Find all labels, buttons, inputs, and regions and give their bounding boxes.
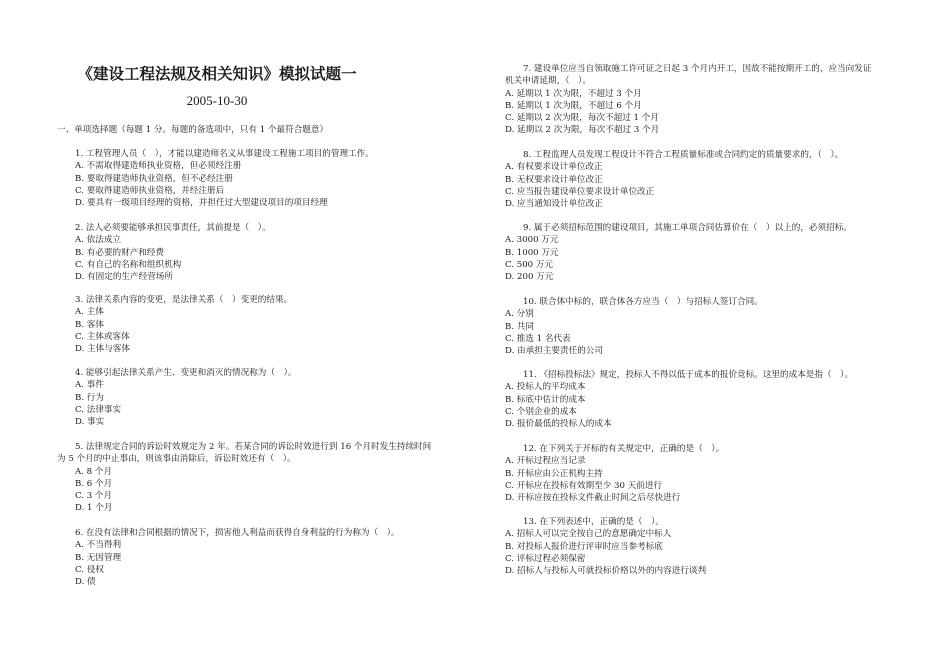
question-9 <box>505 222 852 283</box>
option: B. 对投标人报价进行评审时应当参考标底 <box>505 541 663 552</box>
option: D. 债 <box>75 577 96 588</box>
question-text: 2. 法人必须要能够承担民事责任，其前提是（ ）。 <box>75 223 271 233</box>
option: B. 延期以 1 次为限，不超过 6 个月 <box>505 100 642 111</box>
option: A. 依法成立 <box>75 235 122 246</box>
option: D. 延期以 2 次为限，每次不超过 3 个月 <box>505 125 660 136</box>
document-title: 《建设工程法规及相关知识》模拟试题一 <box>77 64 357 83</box>
option: C. 推选 1 名代表 <box>505 333 571 344</box>
option: B. 要取得建造师执业资格，但不必经注册 <box>75 173 233 184</box>
option: D. 主体与客体 <box>75 344 131 355</box>
option: B. 标底中估计的成本 <box>505 394 586 405</box>
option: D. 开标应按在投标文件截止时间之后尽快进行 <box>505 493 681 504</box>
option: C. 3 个月 <box>75 491 113 502</box>
question-4 <box>57 367 296 428</box>
question-text: 4. 能够引起法律关系产生、变更和消灭的情况称为（ ）。 <box>75 368 297 378</box>
option: C. 侵权 <box>75 564 104 575</box>
option: D. 应当通知设计单位改正 <box>505 199 603 210</box>
option: B. 开标应由公正机构主持 <box>505 468 603 479</box>
option: A. 事件 <box>75 380 104 391</box>
option: B. 客体 <box>75 319 104 330</box>
option: B. 1000 万元 <box>505 247 559 258</box>
option: C. 法律事实 <box>75 404 122 415</box>
question-text-continued: 为 5 个月的中止事由，则该事由消除后，诉讼时效还有（ ）。 <box>57 454 296 465</box>
option: A. 不当得利 <box>75 540 122 551</box>
question-6 <box>57 527 400 588</box>
option: D. 要具有一级项目经理的资格，并担任过大型建设项目的项目经理 <box>75 198 328 209</box>
question-8 <box>505 149 843 210</box>
option: A. 不需取得建造师执业资格，但必须经注册 <box>75 161 242 172</box>
question-text: 8. 工程监理人员发现工程设计不符合工程质量标准或合同约定的质量要求的，（ ）。 <box>523 150 844 160</box>
option: B. 无因管理 <box>75 552 122 563</box>
option: C. 开标应在投标有效期至少 30 天前进行 <box>505 480 663 491</box>
option: C. 500 万元 <box>505 259 554 270</box>
option: D. 有固定的生产经营场所 <box>75 272 173 283</box>
question-7 <box>505 63 871 137</box>
option: A. 分别 <box>505 309 534 320</box>
question-text: 10. 联合体中标的，联合体各方应当（ ）与招标人签订合同。 <box>523 297 763 307</box>
question-11 <box>505 369 853 430</box>
question-text: 5. 法律规定合同的诉讼时效规定为 2 年。若某合同的诉讼时效进行到 16 个月时发生持续时间 <box>75 442 432 452</box>
option: B. 有必要的财产和经费 <box>75 247 165 258</box>
option: C. 要取得建造师执业资格，并经注册后 <box>75 185 225 196</box>
option: D. 事实 <box>75 417 105 428</box>
question-text: 9. 属于必须招标范围的建设项目，其施工单项合同估算价在（ ）以上的，必须招标。 <box>523 223 852 233</box>
option: D. 200 万元 <box>505 272 554 283</box>
option: D. 1 个月 <box>75 503 113 514</box>
option: A. 主体 <box>75 307 104 318</box>
question-text: 1. 工程管理人员（ ），才能以建造师名义从事建设工程施工项目的管理工作。 <box>75 149 374 159</box>
question-text: 13. 在下列表述中，正确的是（ ）。 <box>523 517 665 527</box>
option: B. 无权要求设计单位改正 <box>505 174 603 185</box>
question-1 <box>57 148 374 209</box>
option: D. 由承担主要责任的公司 <box>505 346 603 357</box>
option: C. 延期以 2 次为限，每次不超过 1 个月 <box>505 113 659 124</box>
option: A. 8 个月 <box>75 466 113 477</box>
option: C. 主体或客体 <box>75 331 130 342</box>
question-text-continued: 机关申请延期，（ ）。 <box>505 76 591 87</box>
question-12 <box>505 443 724 504</box>
question-10 <box>505 296 763 357</box>
question-text: 3. 法律关系内容的变更，是法律关系（ ）变更的结果。 <box>75 295 293 305</box>
document-date: 2005-10-30 <box>186 93 248 108</box>
option: A. 招标人可以完全按自己的意愿确定中标人 <box>505 529 672 540</box>
option: A. 开标过程应当记录 <box>505 456 586 467</box>
option: A. 3000 万元 <box>505 235 559 246</box>
question-text: 12. 在下列关于开标的有关规定中，正确的是（ ）。 <box>523 444 725 454</box>
option: A. 延期以 1 次为限，不超过 3 个月 <box>505 88 642 99</box>
option: D. 报价最低的投标人的成本 <box>505 419 612 430</box>
question-text: 6. 在没有法律和合同根据的情况下，损害他人利益而获得自身利益的行为称为（ ）。 <box>75 528 400 538</box>
question-3 <box>57 294 292 355</box>
question-5 <box>57 441 431 515</box>
option: C. 个别企业的成本 <box>505 406 577 417</box>
question-13 <box>505 516 706 577</box>
option: B. 共同 <box>505 321 534 332</box>
option: C. 有自己的名称和组织机构 <box>75 259 182 270</box>
section-heading: 一、单项选择题（每题 1 分。每题的备选项中，只有 1 个最符合题意） <box>57 125 329 135</box>
option: C. 评标过程必须保密 <box>505 553 586 564</box>
question-2 <box>57 222 271 283</box>
question-text: 7. 建设单位应当自领取施工许可证之日起 3 个月内开工，因故不能按期开工的，应当向发证 <box>523 64 872 74</box>
option: C. 应当报告建设单位要求设计单位改正 <box>505 186 655 197</box>
option: B. 6 个月 <box>75 478 113 489</box>
question-text: 11. 《招标投标法》规定，投标人不得以低于成本的报价竞标。这里的成本是指（ ）。 <box>523 370 854 380</box>
option: B. 行为 <box>75 392 104 403</box>
option: A. 投标人的平均成本 <box>505 382 586 393</box>
option: D. 招标人与投标人可就投标价格以外的内容进行谈判 <box>505 566 707 577</box>
option: A. 有权要求设计单位改正 <box>505 162 603 173</box>
